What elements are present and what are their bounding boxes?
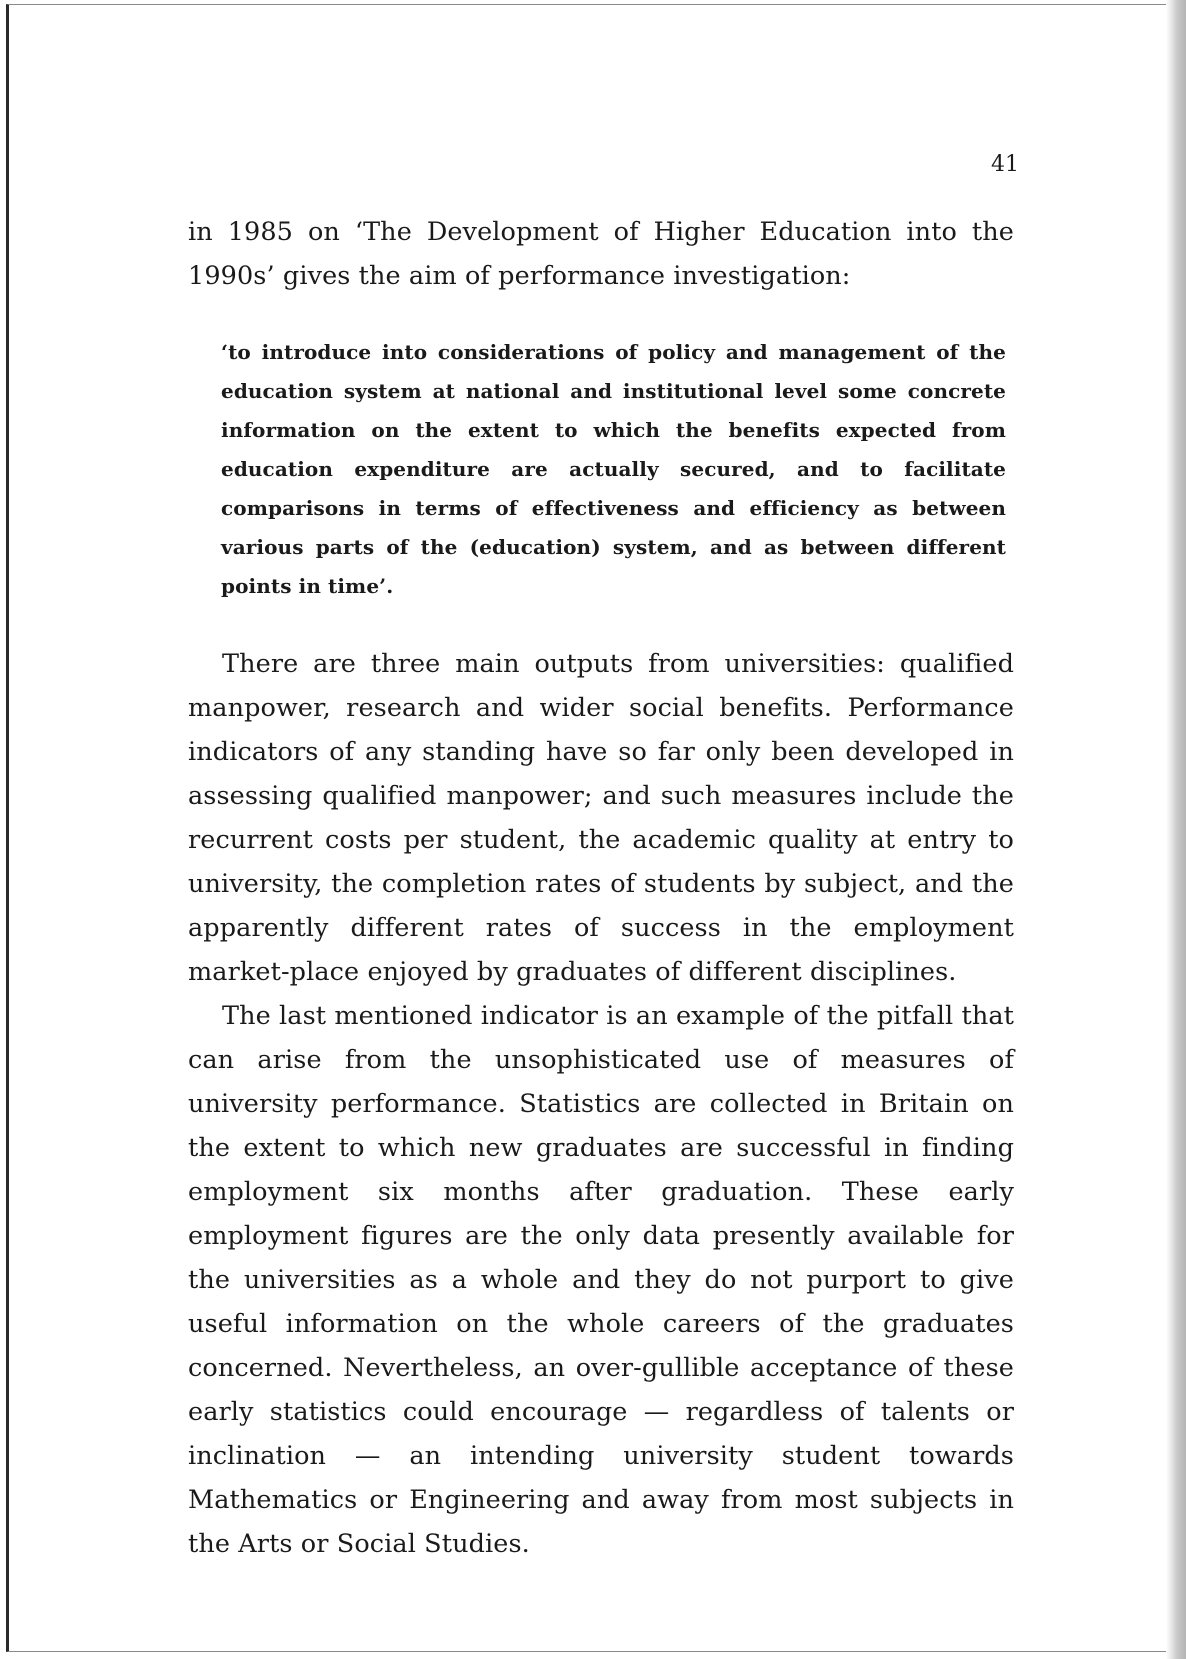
page-edge-shadow bbox=[1166, 0, 1186, 1659]
paragraph-pitfall: The last mentioned indicator is an example of the pitfall that can arise from the unsophisticated use of measures of university performance. Statistics are collected in Britain on the extent to which new graduates are successful in finding employment six months after graduation. These early employment figures are the only data presently available for the universities as a whole and they do not purport to give useful information on the whole careers of the graduates concerned. Nevertheless, an over-gullible acceptance of these early statistics could encourage — regardless of talents or inclination — an intending university student towards Mathematics or Engineering and away from most subjects in the Arts or Social Studies. bbox=[188, 1001, 1014, 1559]
block-quote: ‘to introduce into considerations of policy and management of the education system at national and institutional level some concrete information on the extent to which the benefits expected from education expenditure are actually secured, and to facilitate comparisons in terms of effectiveness and efficiency as between various parts of the (education) system, and as between different points in time’. bbox=[221, 340, 1006, 598]
paragraph-intro: in 1985 on ‘The Development of Higher Education into the 1990s’ gives the aim of performance investigation: bbox=[188, 217, 1014, 291]
page-body bbox=[188, 210, 1014, 1566]
paragraph-outputs: There are three main outputs from universities: qualified manpower, research and wider social benefits. Performance indicators of any standing have so far only been developed in assessing qualified manpower; and such measures include the recurrent costs per student, the academic quality at entry to university, the completion rates of students by subject, and the apparently different rates of success in the employment market-place enjoyed by graduates of different disciplines. bbox=[188, 649, 1014, 987]
page-number: 41 bbox=[991, 152, 1019, 177]
